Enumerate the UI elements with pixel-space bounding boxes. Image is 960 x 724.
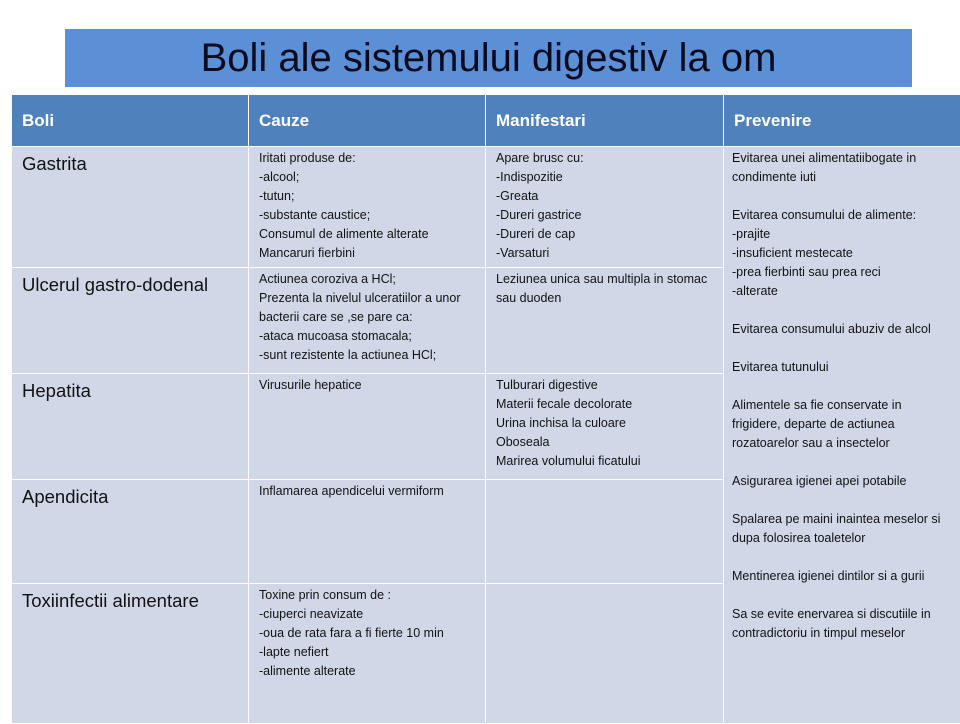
cell-line: -tutun; <box>259 187 477 206</box>
prevention-line: Mentinerea igienei dintilor si a gurii <box>732 567 953 586</box>
cell-line: Marirea volumului ficatului <box>496 452 715 471</box>
disease-name: Gastrita <box>22 153 87 174</box>
paragraph-gap <box>732 548 953 567</box>
prevention-line: Alimentele sa fie conservate in frigidere, departe de actiunea rozatoarelor sau a insectelor <box>732 396 953 453</box>
paragraph-gap <box>732 586 953 605</box>
cell-manifestari <box>486 147 724 268</box>
cell-line: Oboseala <box>496 433 715 452</box>
cell-cauze <box>249 147 486 268</box>
diseases-table <box>11 94 960 724</box>
header-cauze: Cauze <box>249 95 486 147</box>
cell-manifestari <box>486 268 724 374</box>
prevention-line: Sa se evite enervarea si discutiile in contradictoriu in timpul meselor <box>732 605 953 643</box>
slide-title-bar <box>65 29 912 87</box>
cell-boala <box>12 268 249 374</box>
prevention-line: Spalarea pe maini inaintea meselor si dupa folosirea toaletelor <box>732 510 953 548</box>
cell-line: -sunt rezistente la actiunea HCl; <box>259 346 477 365</box>
cell-line: Consumul de alimente alterate <box>259 225 477 244</box>
disease-name: Toxiinfectii alimentare <box>22 590 199 611</box>
disease-name: Ulcerul gastro-dodenal <box>22 274 208 295</box>
cell-line: Prezenta la nivelul ulceratiilor a unor bacterii care se ,se pare ca: <box>259 289 477 327</box>
cell-line: -ataca mucoasa stomacala; <box>259 327 477 346</box>
cell-line: -alcool; <box>259 168 477 187</box>
cell-cauze <box>249 374 486 480</box>
slide-title: Boli ale sistemului digestiv la om <box>201 36 777 81</box>
prevention-line: -insuficient mestecate <box>732 244 953 263</box>
disease-name: Hepatita <box>22 380 91 401</box>
cell-line: Materii fecale decolorate <box>496 395 715 414</box>
cell-line: -ciuperci neavizate <box>259 605 477 624</box>
prevention-line: Evitarea consumului abuziv de alcol <box>732 320 953 339</box>
prevention-line: Evitarea consumului de alimente: <box>732 206 953 225</box>
table-row <box>12 147 960 268</box>
cell-boala <box>12 584 249 724</box>
cell-line: Actiunea coroziva a HCl; <box>259 270 477 289</box>
paragraph-gap <box>732 187 953 206</box>
cell-line: -Greata <box>496 187 715 206</box>
cell-line: Iritati produse de: <box>259 149 477 168</box>
cell-cauze <box>249 480 486 584</box>
cell-line: -Dureri gastrice <box>496 206 715 225</box>
header-prevenire: Prevenire <box>724 95 960 147</box>
prevention-line: Asigurarea igienei apei potabile <box>732 472 953 491</box>
cell-line: Mancaruri fierbini <box>259 244 477 263</box>
paragraph-gap <box>732 377 953 396</box>
cell-line: Apare brusc cu: <box>496 149 715 168</box>
cell-line: Leziunea unica sau multipla in stomac sau duoden <box>496 270 715 308</box>
cell-boala <box>12 374 249 480</box>
paragraph-gap <box>732 301 953 320</box>
cell-manifestari <box>486 480 724 584</box>
cell-line: Inflamarea apendicelui vermiform <box>259 482 477 501</box>
cell-line: -Varsaturi <box>496 244 715 263</box>
paragraph-gap <box>732 453 953 472</box>
cell-line: -lapte nefiert <box>259 643 477 662</box>
cell-line: Tulburari digestive <box>496 376 715 395</box>
table-header-row <box>12 95 960 147</box>
prevention-line: Evitarea tutunului <box>732 358 953 377</box>
cell-line: -Dureri de cap <box>496 225 715 244</box>
cell-cauze <box>249 268 486 374</box>
prevention-line: -alterate <box>732 282 953 301</box>
cell-manifestari <box>486 374 724 480</box>
header-boli: Boli <box>12 95 249 147</box>
paragraph-gap <box>732 491 953 510</box>
prevention-line: Evitarea unei alimentatiibogate in condimente iuti <box>732 149 953 187</box>
cell-line: -oua de rata fara a fi fierte 10 min <box>259 624 477 643</box>
paragraph-gap <box>732 339 953 358</box>
cell-line: Virusurile hepatice <box>259 376 477 395</box>
cell-boala <box>12 147 249 268</box>
cell-line: Toxine prin consum de : <box>259 586 477 605</box>
prevention-line: -prea fierbinti sau prea reci <box>732 263 953 282</box>
cell-boala <box>12 480 249 584</box>
cell-line: -substante caustice; <box>259 206 477 225</box>
cell-line: -Indispozitie <box>496 168 715 187</box>
disease-name: Apendicita <box>22 486 108 507</box>
cell-cauze <box>249 584 486 724</box>
cell-line: -alimente alterate <box>259 662 477 681</box>
prevention-line: -prajite <box>732 225 953 244</box>
cell-prevenire <box>724 147 960 724</box>
cell-manifestari <box>486 584 724 724</box>
cell-line: Urina inchisa la culoare <box>496 414 715 433</box>
header-manifestari: Manifestari <box>486 95 724 147</box>
